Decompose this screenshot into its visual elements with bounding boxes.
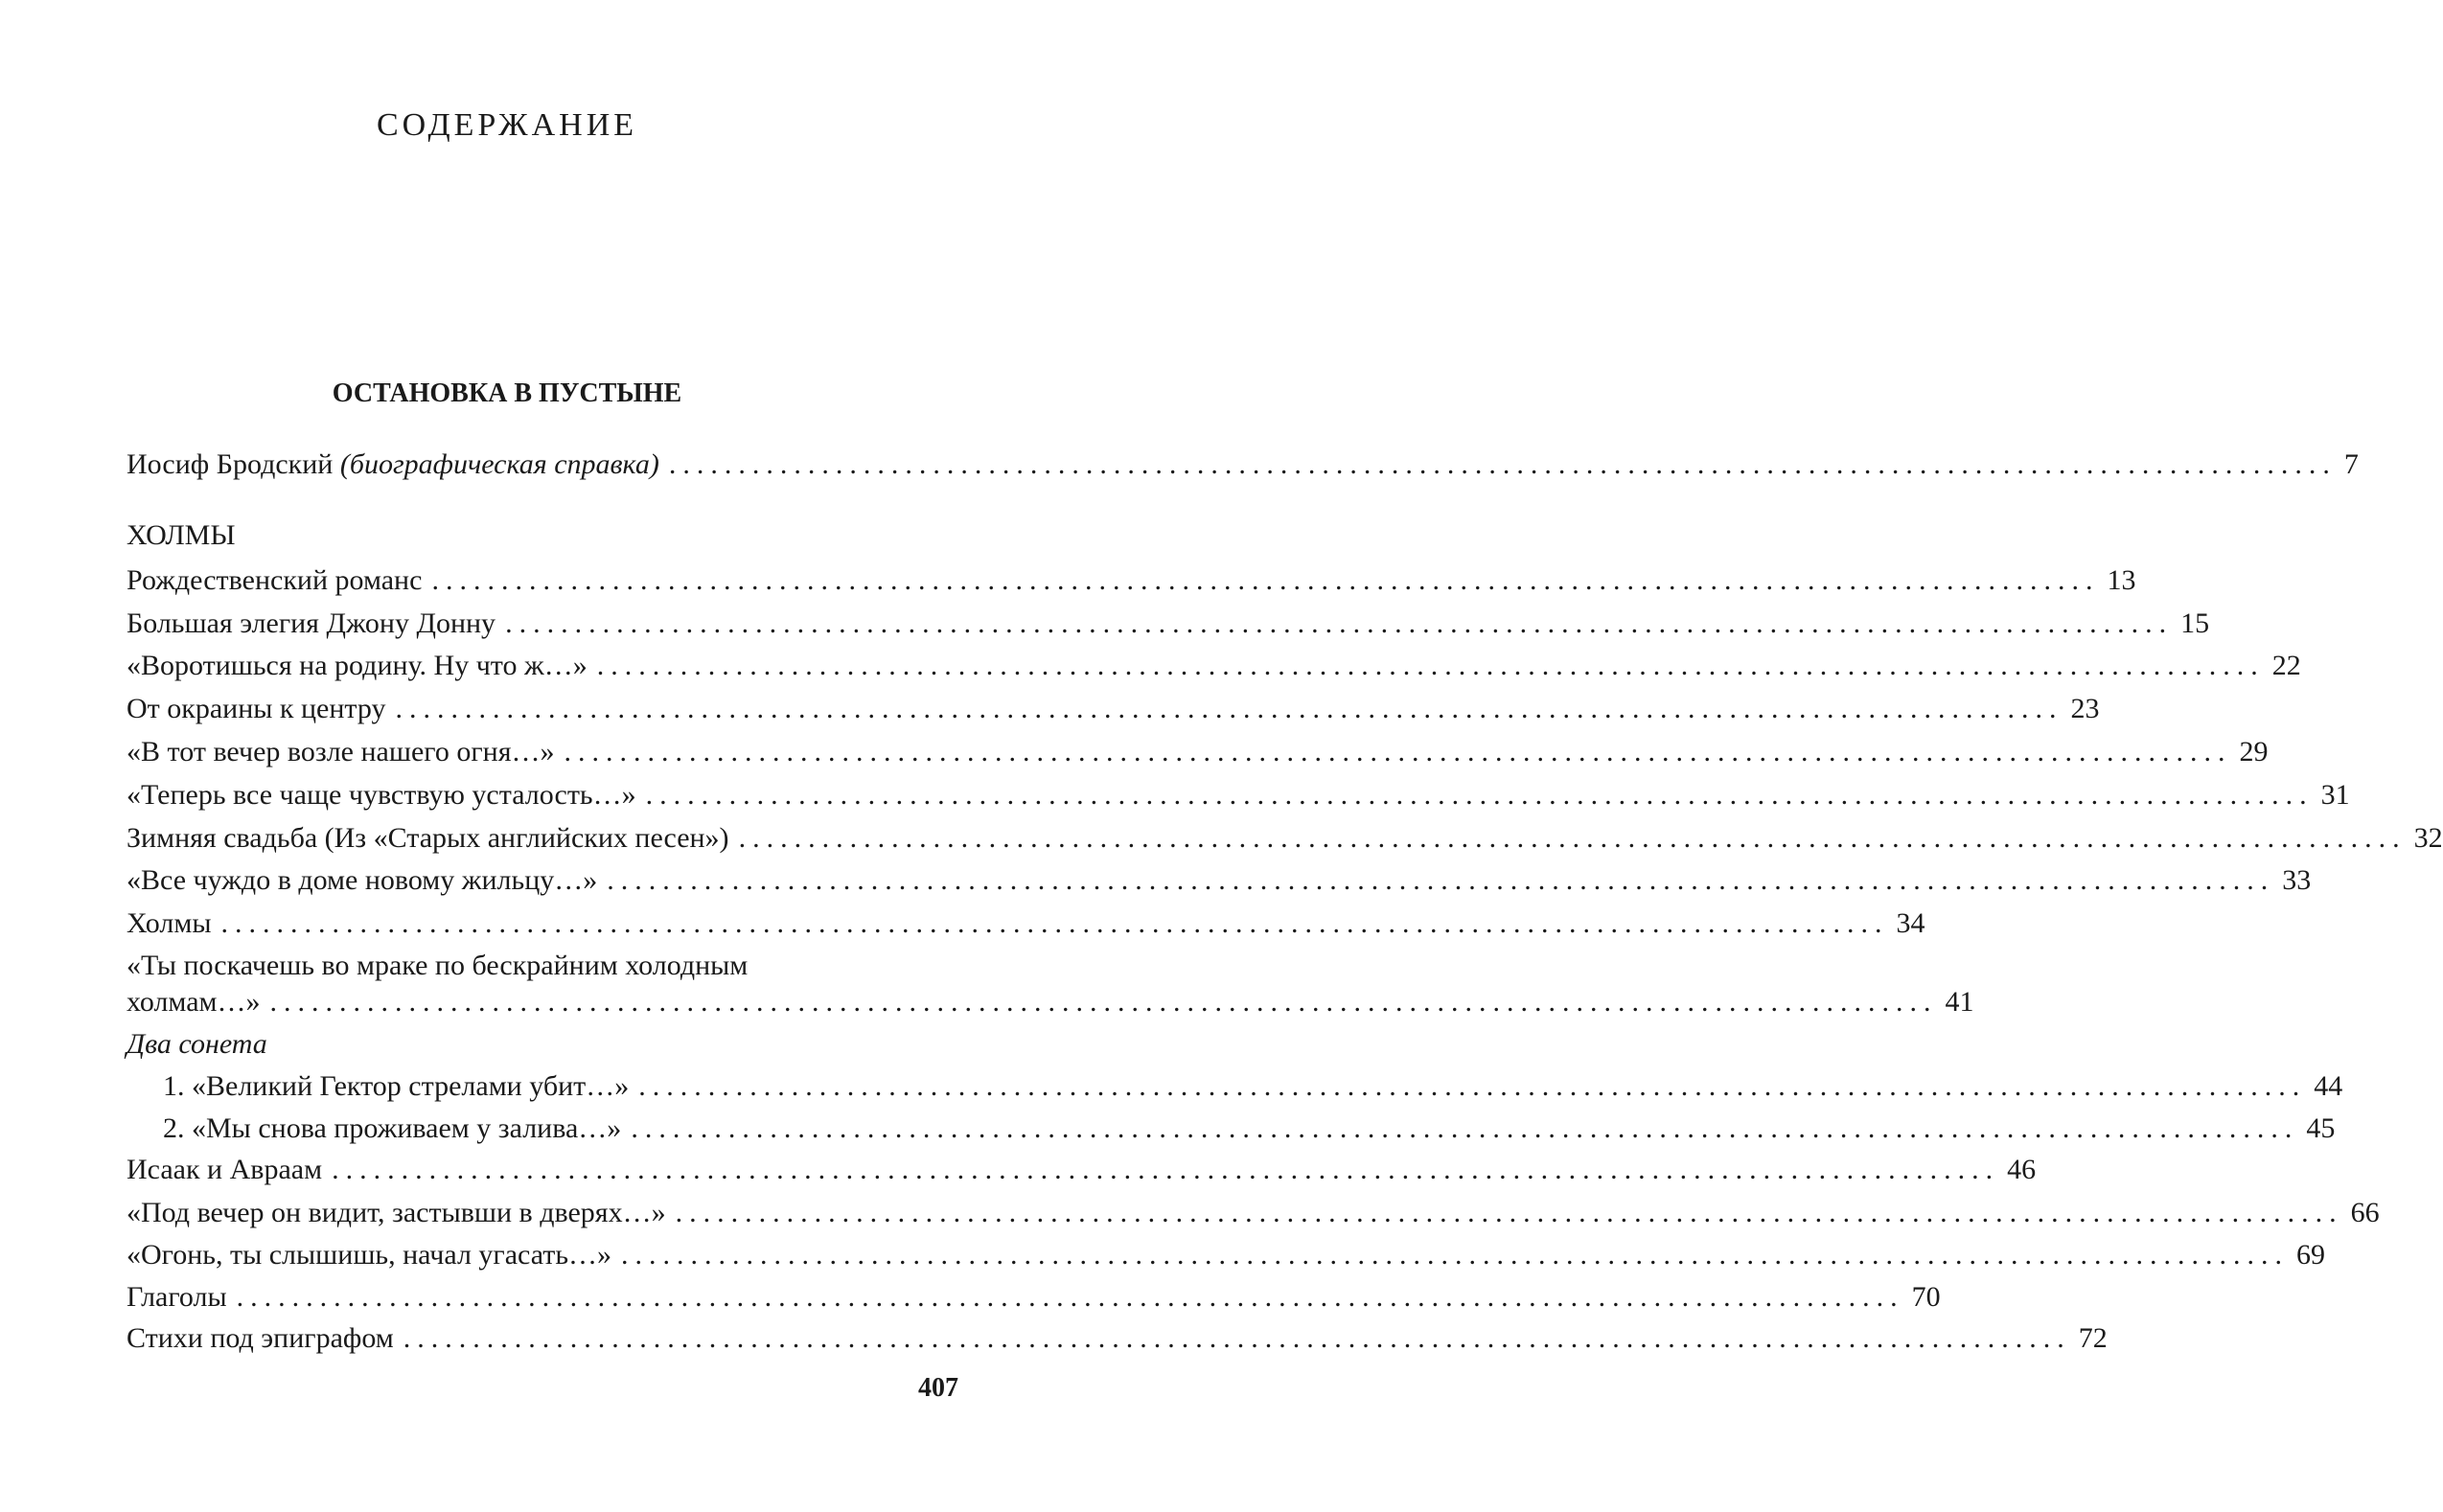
dot-leader: ........................................................................................................................ [675,1197,2343,1228]
toc-entry-title: холмам…» [127,986,261,1018]
dot-leader: ........................................................................................................................ [395,693,2063,724]
dot-leader: ........................................................................................................................ [564,736,2232,767]
toc-entry-page: 45 [2306,1112,2336,1144]
toc-entry [127,735,2269,769]
toc-entry-page: 22 [2271,650,2301,681]
toc-entry-page: 44 [2314,1070,2343,1102]
dot-leader: ........................................................................................................................ [668,448,2337,480]
toc-entry-title: «Теперь все чаще чувствую усталость…» [127,779,636,811]
toc-entry-page: 15 [2180,607,2210,639]
toc-entry-page: 7 [2343,448,2359,480]
dot-leader: ........................................................................................................................ [645,779,2314,811]
toc-entry [127,1196,2380,1230]
dot-leader: ........................................................................................................................ [236,1281,1904,1313]
toc-entry-title: «В тот вечер возле нашего огня…» [127,736,555,767]
toc-entry-title: Большая элегия Джону Донну [127,607,496,639]
dot-leader: ........................................................................................................................ [220,907,1889,939]
dot-leader: ........................................................................................................................ [607,864,2275,896]
toc-entry-title: Иосиф Бродский [127,448,340,480]
toc-entry-page: 70 [1911,1281,1941,1313]
toc-entry [127,985,1974,1019]
toc-entry-long-line1: «Ты поскачешь во мраке по бескрайним холодным [127,950,749,981]
toc-entry [127,906,1925,941]
toc-entry-title: Стихи под эпиграфом [127,1322,394,1354]
toc-entry-title: Холмы [127,907,212,939]
toc-entry-title: Исаак и Авраам [127,1154,323,1185]
toc-entry [127,692,2100,726]
dot-leader: ........................................................................................................................ [269,986,1938,1018]
toc-entry-page: 29 [2239,736,2269,767]
toc-entry-title: «Под вечер он видит, застывши в дверях…» [127,1197,666,1228]
toc-entry-title: «Огонь, ты слышишь, начал угасать…» [127,1239,612,1271]
toc-entry-page: 23 [2070,693,2100,724]
toc-entry-page: 66 [2350,1197,2380,1228]
toc-entry-page: 31 [2320,779,2350,811]
toc-entry [127,1280,1941,1315]
page-title: СОДЕРЖАНИЕ [376,107,638,143]
page-number: 407 [918,1373,958,1403]
toc-entry-title: Зимняя свадьба (Из «Старых английских песен») [127,822,729,854]
toc-entry-page: 41 [1945,986,1974,1018]
toc-entry-subtitle: (биографическая справка) [339,448,659,480]
part-heading: ХОЛМЫ [127,519,236,551]
toc-entry-title: 2. «Мы снова проживаем у залива…» [163,1112,622,1144]
sonnets-heading: Два сонета [127,1028,267,1060]
dot-leader: ........................................................................................................................ [621,1239,2290,1271]
toc-entry-title: Глаголы [127,1281,227,1313]
toc-entry [127,1153,2037,1187]
dot-leader: ........................................................................................................................ [431,564,2100,596]
toc-entry-page: 34 [1896,907,1925,939]
dot-leader: ........................................................................................................................ [332,1154,2000,1185]
toc-entry-page: 46 [2007,1154,2037,1185]
toc-entry [127,1321,2108,1356]
dot-leader: ........................................................................................................................ [638,1070,2307,1102]
toc-entry-title: От окраины к центру [127,693,386,724]
toc-entry [127,649,2301,683]
toc-entry-title: Рождественский романс [127,564,423,596]
toc-entry-page: 69 [2296,1239,2326,1271]
toc-entry-bio [127,447,2359,482]
toc-entry [127,1238,2326,1272]
toc-entry [127,821,2443,856]
toc-entry-title: «Воротишься на родину. Ну что ж…» [127,650,588,681]
dot-leader: ........................................................................................................................ [505,607,2174,639]
toc-entry [127,863,2312,898]
toc-entry-page: 72 [2078,1322,2108,1354]
toc-entry [127,563,2136,598]
dot-leader: ........................................................................................................................ [631,1112,2299,1144]
toc-entry [163,1069,2343,1104]
dot-leader: ........................................................................................................................ [738,822,2407,854]
toc-entry [163,1111,2336,1146]
toc-entry-title: «Все чуждо в доме новому жильцу…» [127,864,598,896]
toc-entry-title: 1. «Великий Гектор стрелами убит…» [163,1070,630,1102]
toc-entry [127,607,2210,641]
toc-entry-page: 32 [2413,822,2443,854]
toc-entry-page: 13 [2107,564,2136,596]
toc-entry-page: 33 [2282,864,2312,896]
dot-leader: ........................................................................................................................ [596,650,2265,681]
section-title: ОСТАНОВКА В ПУСТЫНЕ [332,378,682,408]
dot-leader: ........................................................................................................................ [403,1322,2071,1354]
toc-entry [127,778,2350,813]
